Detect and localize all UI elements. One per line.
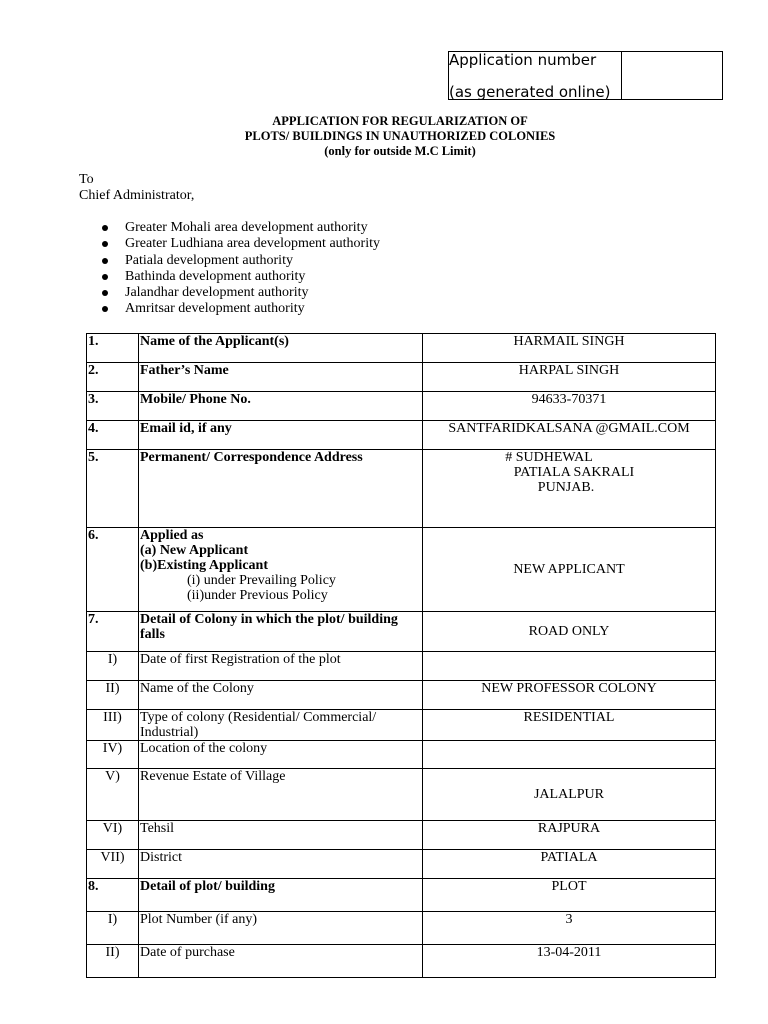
row-number: 1. <box>87 334 139 363</box>
form-title-line1: APPLICATION FOR REGULARIZATION OF <box>272 114 528 128</box>
tehsil-value[interactable]: RAJPURA <box>423 821 716 850</box>
addressee-name: Chief Administrator, <box>79 188 195 203</box>
form-row-purchase-date <box>87 945 716 978</box>
field-label: Plot Number (if any) <box>139 912 423 945</box>
row-number: II) <box>87 681 139 710</box>
application-number-label-line2: (as generated online) <box>449 83 611 101</box>
form-row-email <box>87 421 716 450</box>
form-title-line3: (only for outside M.C Limit) <box>324 144 476 158</box>
email-value[interactable]: SANTFARIDKALSANA @GMAIL.COM <box>423 421 716 450</box>
row-number: IV) <box>87 741 139 769</box>
field-label: Permanent/ Correspondence Address <box>139 450 423 528</box>
row-number: VI) <box>87 821 139 850</box>
address-line3: PUNJAB. <box>537 480 595 495</box>
field-label: Revenue Estate of Village <box>139 769 423 821</box>
address-line2: PATIALA SAKRALI <box>513 465 635 480</box>
application-number-label <box>449 52 622 99</box>
form-row-revenue-estate <box>87 769 716 821</box>
form-row-applied-as <box>87 528 716 612</box>
row-number: 2. <box>87 363 139 392</box>
colony-type-value[interactable]: RESIDENTIAL <box>423 710 716 741</box>
field-label: District <box>139 850 423 879</box>
form-row-mobile <box>87 392 716 421</box>
option-previous-policy: (ii)under Previous Policy <box>187 588 328 603</box>
form-title <box>0 114 768 159</box>
field-label: Tehsil <box>139 821 423 850</box>
field-label: Date of first Registration of the plot <box>139 652 423 681</box>
form-row-applicant-name <box>87 334 716 363</box>
field-label: Father’s Name <box>139 363 423 392</box>
form-row-plot-number <box>87 912 716 945</box>
row-number: 7. <box>87 612 139 652</box>
father-name-value[interactable]: HARPAL SINGH <box>423 363 716 392</box>
colony-name-value[interactable]: NEW PROFESSOR COLONY <box>423 681 716 710</box>
addressee <box>79 172 194 204</box>
registration-date-value[interactable] <box>423 652 716 681</box>
field-label: Date of purchase <box>139 945 423 978</box>
field-label: Detail of Colony in which the plot/ building falls <box>139 612 423 652</box>
authority-item: Greater Mohali area development authority <box>102 220 380 236</box>
form-row-colony-name <box>87 681 716 710</box>
applied-as-label: Applied as <box>140 528 204 543</box>
field-label: Detail of plot/ building <box>139 879 423 912</box>
field-label: Type of colony (Residential/ Commercial/ Industrial) <box>139 710 423 741</box>
application-number-label-line1: Application number <box>449 51 597 69</box>
form-row-address <box>87 450 716 528</box>
address-value[interactable] <box>423 450 716 528</box>
colony-location-value[interactable] <box>423 741 716 769</box>
applicant-name-value[interactable]: HARMAIL SINGH <box>423 334 716 363</box>
form-row-colony-type <box>87 710 716 741</box>
row-number: 3. <box>87 392 139 421</box>
form-row-colony-location <box>87 741 716 769</box>
colony-detail-value[interactable]: ROAD ONLY <box>423 612 716 652</box>
row-number: III) <box>87 710 139 741</box>
district-value[interactable]: PATIALA <box>423 850 716 879</box>
option-new-applicant: (a) New Applicant <box>140 543 249 558</box>
applied-as-value[interactable]: NEW APPLICANT <box>423 528 716 612</box>
option-existing-applicant: (b)Existing Applicant <box>140 558 268 573</box>
option-prevailing-policy: (i) under Prevailing Policy <box>187 573 336 588</box>
form-row-father-name <box>87 363 716 392</box>
application-form-table <box>86 333 716 978</box>
field-label: Location of the colony <box>139 741 423 769</box>
row-number: 5. <box>87 450 139 528</box>
row-number: 6. <box>87 528 139 612</box>
authority-item: Amritsar development authority <box>102 301 380 317</box>
plot-number-value[interactable]: 3 <box>423 912 716 945</box>
authority-list <box>102 220 380 318</box>
form-row-colony-detail <box>87 612 716 652</box>
field-label <box>139 528 423 612</box>
form-title-line2: PLOTS/ BUILDINGS IN UNAUTHORIZED COLONIES <box>244 129 556 143</box>
address-line1: # SUDHEWAL <box>505 450 593 465</box>
application-number-value[interactable] <box>622 52 722 99</box>
row-number: 8. <box>87 879 139 912</box>
field-label: Mobile/ Phone No. <box>139 392 423 421</box>
revenue-estate-value[interactable]: JALALPUR <box>423 769 716 821</box>
form-row-district <box>87 850 716 879</box>
plot-detail-value[interactable]: PLOT <box>423 879 716 912</box>
authority-item: Patiala development authority <box>102 253 380 269</box>
row-number: I) <box>87 652 139 681</box>
field-label: Email id, if any <box>139 421 423 450</box>
mobile-value[interactable]: 94633-70371 <box>423 392 716 421</box>
field-label: Name of the Applicant(s) <box>139 334 423 363</box>
row-number: II) <box>87 945 139 978</box>
row-number: I) <box>87 912 139 945</box>
addressee-to: To <box>79 172 94 187</box>
row-number: V) <box>87 769 139 821</box>
form-row-tehsil <box>87 821 716 850</box>
form-row-registration-date <box>87 652 716 681</box>
application-number-box <box>448 51 723 100</box>
authority-item: Bathinda development authority <box>102 269 380 285</box>
form-row-plot-detail <box>87 879 716 912</box>
row-number: VII) <box>87 850 139 879</box>
purchase-date-value[interactable]: 13-04-2011 <box>423 945 716 978</box>
authority-item: Jalandhar development authority <box>102 285 380 301</box>
row-number: 4. <box>87 421 139 450</box>
authority-item: Greater Ludhiana area development authority <box>102 236 380 252</box>
field-label: Name of the Colony <box>139 681 423 710</box>
